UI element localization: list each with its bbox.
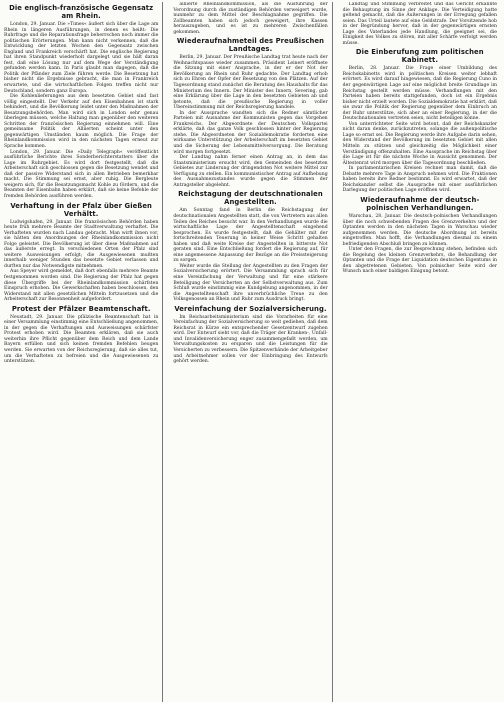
article-paragraph: Landtag und Stimmung verbreitet und das Gericht erkannte die Behauptung im Sinne der Anklage. Die Verteidigung hatte geltend gemacht, daß die Äußerungen in der Erregung gefallen seien. Das Urteil lautete auf eine Geldstrafe. Der Vorsitzende hob in der Begründung hervor, daß in der gegenwärtigen ernsten Lage des Vaterlandes jede Handlung, die geeignet sei, die Einigkeit des Volkes zu stören, mit aller Schärfe verfolgt werden müsse. [342, 2, 497, 46]
article-paragraph: Aus Speyer wird gemeldet, daß dort ebenfalls mehrere Beamte festgenommen worden sind. Die Regierung der Pfalz hat gegen diese Übergriffe bei der Rheinlandkommission schärfsten Einspruch erhoben. Die Gewerkschaften haben beschlossen, den Widerstand mit allen gesetzlichen Mitteln fortzusetzen und die Arbeiterschaft zur Besonnenheit aufgefordert. [4, 269, 159, 303]
article-paragraph: Ludwigshafen, 29. Januar. Die französischen Behörden haben heute früh mehrere Beamte der Stadtverwaltung verhaftet. Die Verhafteten wurden nach Landau gebracht. Man wirft ihnen vor, sie hätten den Anordnungen der Rheinlandkommission nicht Folge geleistet. Die Bevölkerung ist über diese Maßnahmen auf das äußerste erregt. In verschiedenen Orten der Pfalz sind weitere Ausweisungen erfolgt; die Ausgewiesenen mußten innerhalb weniger Stunden das besetzte Gebiet verlassen und durften nur das Notwendigste mitnehmen. [4, 219, 159, 269]
article-paragraph: Von unterrichteter Seite wird betont, daß der Reichskanzler nicht daran denke, zurückzutreten, solange die außenpolitische Lage so ernst sei. Die Regierung werde ihre Aufgabe darin sehen, den Widerstand der Bevölkerung im besetzten Gebiet mit allen Mitteln zu stützen und gleichzeitig die Möglichkeit einer Verständigung offenzuhalten. Eine Aussprache im Reichstag über die Lage ist für die nächste Woche in Aussicht genommen. Der Ältestenrat wird morgen über die Tagesordnung beschließen. [342, 121, 497, 166]
headline: Wiederaufnahme der deutsch-polnischen Verhandlungen. [360, 195, 480, 212]
article-paragraph: Neustadt, 29. Januar. Die pfälzische Beamtenschaft hat in einer Versammlung einstimmig eine Entschließung angenommen, in der gegen die Verhaftungen und Ausweisungen schärfster Protest erhoben wird. Die Beamten erklären, daß sie auch weiterhin ihre Pflicht gegenüber dem Reich und dem Lande Bayern erfüllen und sich keinen fremden Befehlen beugen werden. Sie erwarten von der Reichsregierung, daß sie alles tut, um die Verhafteten zu befreien und die Ausgewiesenen zu unterstützen. [4, 314, 159, 365]
headline: Reichstagung der deutschnationalen Angestellten. [178, 190, 323, 207]
headline: Die Einberufung zum politischen Kabinett. [355, 48, 484, 65]
article-paragraph: London, 29. Januar. Die »Times« äußert sich über die Lage am Rhein in längeren Ausführungen, in denen es heißt: Die Ruhrfrage und die Reparationsfrage beherrschen noch immer die politischen Erörterungen. Man kann nicht verkennen, daß die Entwicklung der letzten Wochen den Gegensatz zwischen England und Frankreich verschärft hat. Die englische Regierung hat ihren Standpunkt wiederholt dargelegt und sie hält daran fest, daß eine Lösung nur auf dem Wege der Verständigung gefunden werden kann. In Paris glaubt man dagegen, daß die Politik der Pfänder zum Ziele führen werde. Die Besetzung hat bisher nicht die Ergebnisse gebracht, die man in Frankreich erwartete, und die wirtschaftlichen Folgen treffen nicht nur Deutschland, sondern ganz Europa. [4, 22, 159, 94]
article-paragraph: Weiter wurde die Stellung der Angestellten zu den Fragen der Sozialversicherung erörtert. Die Versammlung sprach sich für eine Vereinfachung der Verwaltung und für eine stärkere Beteiligung der Versicherten an der Selbstverwaltung aus. Zum Schluß wurde einstimmig eine Kundgebung angenommen, in der die Angestelltenschaft ihre unverbrüchliche Treue zu den Volksgenossen an Rhein und Ruhr zum Ausdruck bringt. [173, 263, 328, 303]
headline: Verhaftung in der Pfalz über Gießen Verhältt. [10, 201, 152, 218]
column-3 [339, 2, 501, 702]
article-paragraph: Die Kohlenlieferungen aus dem besetzten Gebiet sind fast völlig eingestellt. Der Verkehr auf den Eisenbahnen ist stark behindert, und die Bevölkerung leidet unter den Maßnahmen der Besatzungsbehörden. Man wird sich in London sehr genau überlegen müssen, welche Haltung man gegenüber den weiteren Schritten der französischen Regierung einnehmen will. Eine gemeinsame Politik der Alliierten scheint unter den gegenwärtigen Umständen kaum möglich. Die Frage der Rheinlandkommission wird in den nächsten Tagen erneut zur Sprache kommen. [4, 94, 159, 150]
headline: Vereinfachung der Sozialversicherung. [174, 304, 327, 313]
headline: Protest der Pfälzer Beamtenschaft. [11, 304, 151, 313]
article-paragraph: London, 29. Januar. Die »Daily Telegraph« veröffentlicht ausführliche Berichte ihres Sonderberichterstatters über die Lage im Ruhrgebiet. Es wird dort festgestellt, daß die Arbeiterschaft sich geschlossen gegen die Besetzung wendet und daß der passive Widerstand sich in allen Betrieben bemerkbar macht. Die Stimmung sei ernst, aber ruhig. Die Bergleute weigern sich, für die Besatzungsmacht Kohle zu fördern, und die Beamten der Eisenbahn haben erklärt, daß sie keine Befehle der fremden Behörden ausführen werden. [4, 149, 159, 199]
article-paragraph: Berlin, 28. Januar. Die Frage einer Umbildung des Reichskabinetts wird in politischen Kreisen weiter lebhaft erörtert. Es wird darauf hingewiesen, daß die Regierung Cuno in der gegenwärtigen Lage auf eine möglichst breite Grundlage im Reichstag gestellt werden müsse. Verhandlungen mit den Parteien haben bereits stattgefunden, doch ist ein Ergebnis bisher nicht erzielt worden. Die Sozialdemokratie hat erklärt, daß sie zwar die Politik der Regierung gegenüber dem Einbruch an der Ruhr unterstütze, sich aber an einer Regierung, in der die Deutschnationalen vertreten seien, nicht beteiligen könne. [342, 66, 497, 122]
article-paragraph: Warschau, 28. Januar. Die deutsch-polnischen Verhandlungen über die noch schwebenden Fragen des Grenzverkehrs und der Optanten werden in den nächsten Tagen in Warschau wieder aufgenommen werden. Die deutsche Abordnung ist bereits eingetroffen. Man hofft, die Verhandlungen diesmal zu einem befriedigenden Abschluß bringen zu können. [342, 213, 497, 247]
article-paragraph: In parlamentarischen Kreisen rechnet man damit, daß die Debatte mehrere Tage in Anspruch nehmen wird. Die Fraktionen haben bereits ihre Redner bestimmt. Es wird erwartet, daß der Reichskanzler selbst die Aussprache mit einer ausführlichen Darlegung der politischen Lage eröffnen wird. [342, 166, 497, 194]
article-paragraph: Berlin, 29. Januar. Der Preußische Landtag trat heute nach der Weihnachtspause wieder zusammen. Präsident Leinert eröffnete die Sitzung mit einer Ansprache, in der er der Not der Bevölkerung an Rhein und Ruhr gedachte. Der Landtag erhob sich zu Ehren der Opfer der Besetzung von den Plätzen. Auf der Tagesordnung stand zunächst die Beratung des Haushalts für das Ministerium des Innern. Der Minister des Innern, Severing, gab eine Erklärung über die Lage in den besetzten Gebieten ab und betonte, daß die preußische Regierung in voller Übereinstimmung mit der Reichsregierung handele. [173, 55, 328, 111]
article-paragraph: Unter den Fragen, die zur Besprechung stehen, befinden sich die Regelung des kleinen Grenzverkehrs, die Behandlung der Optanten und die Frage der Liquidation deutschen Eigentums in den abgetretenen Gebieten. Von polnischer Seite wird der Wunsch nach einer baldigen Einigung betont. [342, 247, 497, 275]
headline: Wiederaufnahmeteil des Preußischen Landtages. [176, 37, 325, 54]
article-paragraph: Der Landtag nahm ferner einen Antrag an, in dem das Staatsministerium ersucht wird, den Gemeinden des besetzten Gebietes zur Linderung der dringendsten Not weitere Mittel zur Verfügung zu stellen. Ein kommunistischer Antrag auf Aufhebung des Ausnahmezustandes wurde gegen die Stimmen der Antragsteller abgelehnt. [173, 155, 328, 188]
column-1 [0, 2, 163, 702]
article-paragraph: Im Reichsarbeitsministerium sind die Vorarbeiten für eine Vereinfachung der Sozialversicherung so weit gediehen, daß dem Reichsrat in Kürze ein entsprechender Gesetzentwurf zugehen wird. Der Entwurf sieht vor, daß die Träger der Kranken-, Unfall- und Invalidenversicherung enger zusammengefaßt werden, um Verwaltungskosten zu ersparen und die Leistungen für die Versicherten zu verbessern. Die Spitzenverbände der Arbeitgeber und Arbeitnehmer sollen vor der Einbringung des Entwurfs gehört werden. [173, 314, 328, 365]
article-paragraph: In der Aussprache wandten sich die Redner sämtlicher Parteien mit Ausnahme der Kommunisten gegen das Vorgehen Frankreichs. Der Abgeordnete der Deutschen Volkspartei erklärte, daß das ganze Volk geschlossen hinter der Regierung stehe. Die Abgeordneten der Sozialdemokratie forderten eine wirksame Unterstützung der Arbeiterschaft im besetzten Gebiet und die Sicherung der Lebensmittelversorgung. Die Beratung wird morgen fortgesetzt. [173, 110, 328, 155]
headline: Die englisch-französische Gegensatz am Rhein. [9, 4, 154, 20]
article-paragraph: Am Sonntag fand in Berlin die Reichstagung der deutschnationalen Angestellten statt, die von Vertretern aus allen Teilen des Reiches besucht war. In den Verhandlungen wurde die wirtschaftliche Lage der Angestelltenschaft eingehend besprochen. Es wurde festgestellt, daß die Gehälter mit der fortschreitenden Teuerung in keiner Weise Schritt gehalten haben und daß weite Kreise der Angestellten in bitterste Not geraten sind. Eine Entschließung fordert die Regierung auf, für eine angemessene Anpassung der Bezüge an die Preissteigerung zu sorgen. [173, 208, 328, 264]
article-paragraph: alliierte Rheinlandkommission, als die Ausführung der Verordnung durch die zuständigen Behörden verweigert wurde, nunmehr zu dem Mittel der Beschlagnahme gegriffen. Die Zollbeamten haben sich jedoch geweigert, ihre Kassen herauszugeben, und es ist zu mehreren Zwischenfällen gekommen. [173, 2, 328, 35]
column-2 [169, 2, 332, 702]
